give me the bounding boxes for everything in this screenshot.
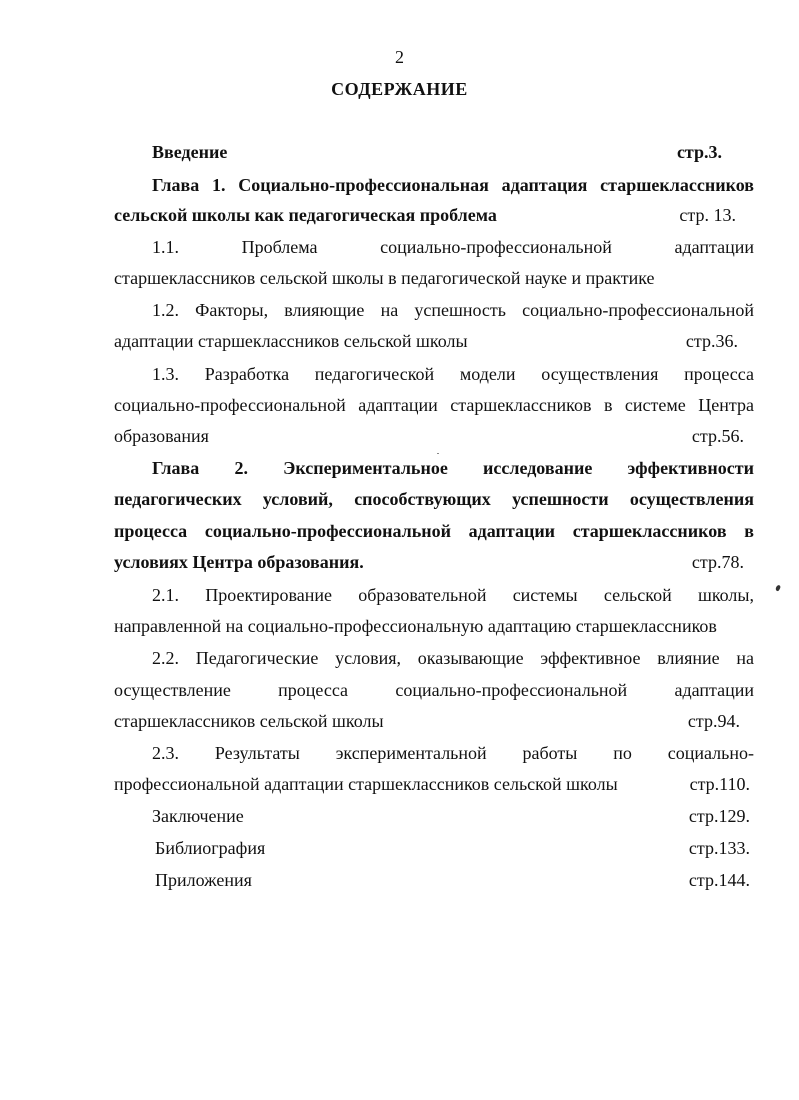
page-number: 2 [395,47,404,67]
toc-chapter-1-line-1: Глава 1. Социально-профессиональная адаптация старшеклассников [152,175,754,195]
entry-title: Библиография [155,838,266,858]
toc-chapter-2-line-2: педагогических условий, способствующих успешности осуществления [114,489,754,509]
entry-page: стр.144. [688,870,750,890]
toc-entry-conclusion [152,803,750,829]
toc-section-1-1-line-1: 1.1. Проблема социально-профессиональной адаптации [152,237,754,257]
toc-chapter-2-line-1: Глава 2. Экспериментальное исследование эффективности [152,458,754,478]
entry-title: Введение [152,142,228,162]
entry-page: стр.3. [676,142,722,162]
toc-section-2-2-line-3: старшеклассников сельской школы стр.94. [114,708,740,734]
toc-section-1-2-line-2: адаптации старшеклассников сельской школы стр.36. [114,328,738,354]
toc-section-1-3-line-1: 1.3. Разработка педагогической модели осуществления процесса [152,364,754,384]
entry-page: стр.56. [691,426,744,446]
toc-section-1-2-line-1: 1.2. Факторы, влияющие на успешность социально-профессиональной [152,300,754,320]
entry-page: стр.94. [687,711,740,731]
toc-section-2-1-line-1: 2.1. Проектирование образовательной системы сельской школы, [152,585,754,605]
entry-title: Заключение [152,806,244,826]
entry-page: стр.36. [685,331,738,351]
entry-page: стр.78. [691,552,744,572]
toc-entry-bibliography [155,835,750,861]
toc-section-2-2-line-1: 2.2. Педагогические условия, оказывающие эффективное влияние на [152,648,754,668]
entry-page: стр.129. [688,806,750,826]
toc-section-1-3-line-3: образования стр.56. [114,423,744,449]
scan-dot [437,453,439,454]
page-title: СОДЕРЖАНИЕ [331,79,468,99]
scan-speck [775,584,781,591]
toc-entry-appendix [155,867,750,893]
toc-entry-intro [152,139,722,165]
toc-section-2-1-line-2: направленной на социально-профессиональную адаптацию старшеклассников [114,616,717,636]
toc-section-2-3-line-1: 2.3. Результаты экспериментальной работы по социально- [152,743,754,763]
toc-section-1-1-line-2: старшеклассников сельской школы в педагогической науке и практике [114,268,655,288]
toc-section-1-3-line-2: социально-профессиональной адаптации старшеклассников в системе Центра [114,395,754,415]
toc-section-2-3-line-2: профессиональной адаптации старшеклассников сельской школы стр.110. [114,771,750,797]
entry-page: стр.110. [689,774,750,794]
toc-chapter-2-line-3: процесса социально-профессиональной адаптации старшеклассников в [114,521,754,541]
toc-chapter-1-line-2: сельской школы как педагогическая проблема стр. 13. [114,202,736,228]
entry-page: стр.133. [688,838,750,858]
toc-chapter-2-line-4: условиях Центра образования. стр.78. [114,549,744,575]
toc-section-2-2-line-2: осуществление процесса социально-профессиональной адаптации [114,680,754,700]
entry-page: стр. 13. [679,205,736,225]
entry-title: Приложения [155,870,252,890]
